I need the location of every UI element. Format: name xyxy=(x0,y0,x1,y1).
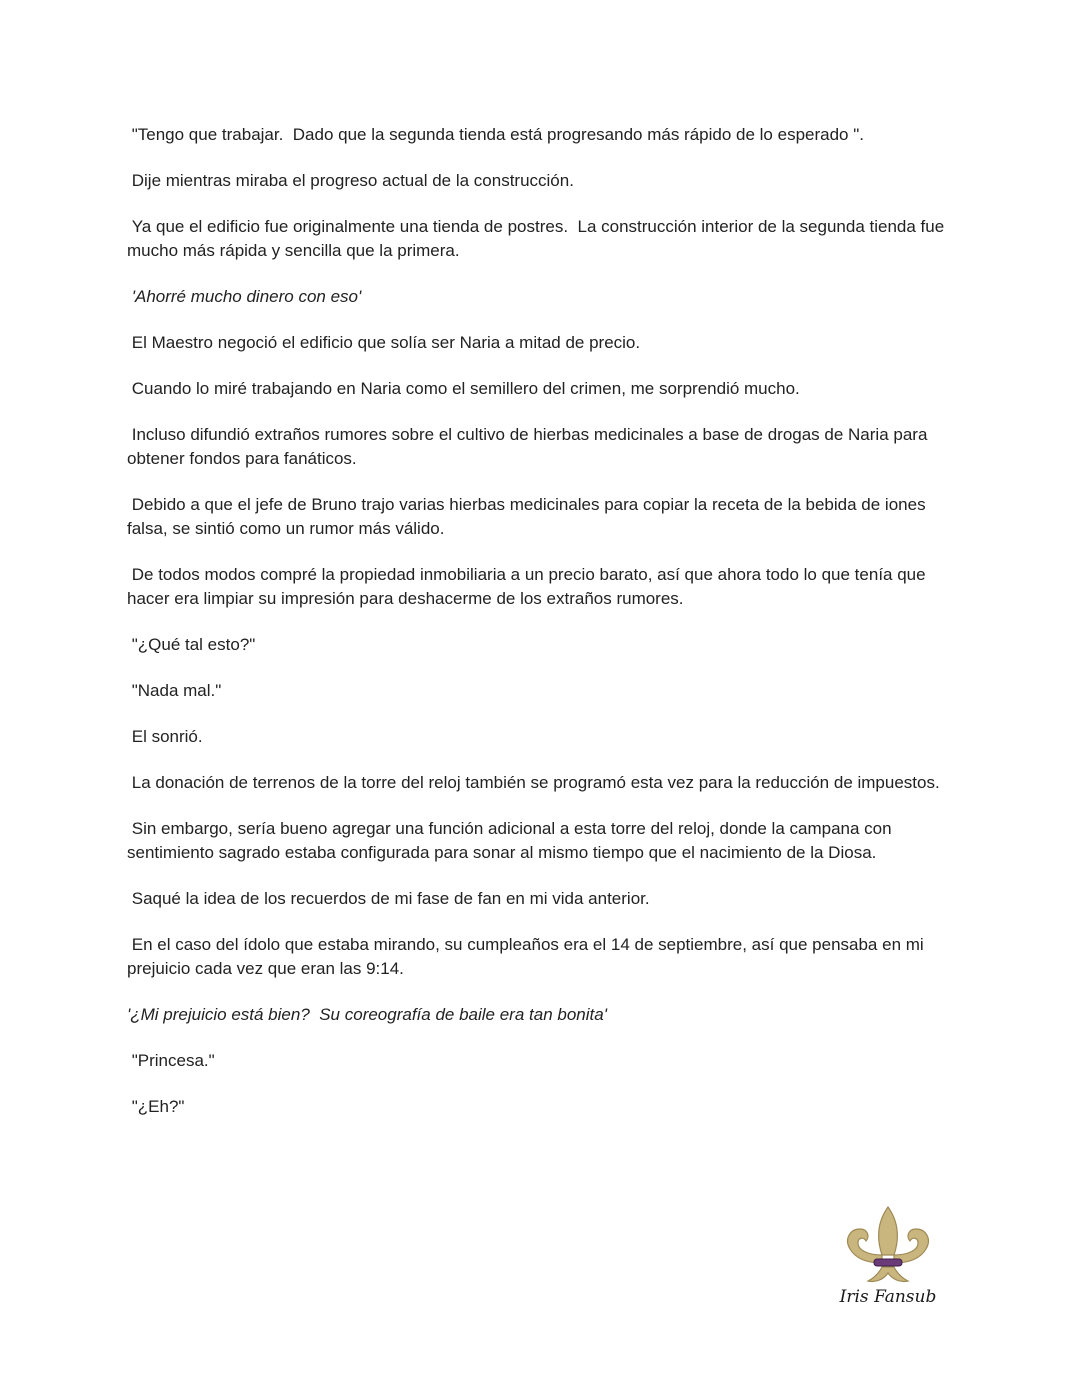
paragraph: Debido a que el jefe de Bruno trajo varias hierbas medicinales para copiar la receta de la bebida de iones falsa, se sintió como un rumor más válido. xyxy=(127,495,931,538)
iris-fansub-logo xyxy=(838,1203,948,1313)
document-body xyxy=(127,123,957,1141)
paragraph: La donación de terrenos de la torre del reloj también se programó esta vez para la reducción de impuestos. xyxy=(127,773,940,792)
fleur-de-lis-icon xyxy=(838,1203,948,1287)
paragraph: El Maestro negoció el edificio que solía ser Naria a mitad de precio. xyxy=(127,333,641,352)
paragraph-dialogue: "Nada mal." xyxy=(127,681,222,700)
paragraph: El sonrió. xyxy=(127,727,203,746)
paragraph-dialogue: "Princesa." xyxy=(127,1051,215,1070)
paragraph-dialogue: "¿Qué tal esto?" xyxy=(127,635,256,654)
paragraph: Incluso difundió extraños rumores sobre el cultivo de hierbas medicinales a base de drogas de Naria para obtener fondos para fanáticos. xyxy=(127,425,933,468)
paragraph: Sin embargo, sería bueno agregar una función adicional a esta torre del reloj, donde la campana con sentimiento sagrado estaba configurada para sonar al mismo tiempo que el nacimiento de la Diosa. xyxy=(127,819,897,862)
paragraph: "Tengo que trabajar. Dado que la segunda tienda está progresando más rápido de lo esperado ". xyxy=(127,125,864,144)
paragraph: De todos modos compré la propiedad inmobiliaria a un precio barato, así que ahora todo lo que tenía que hacer era limpiar su impresión para deshacerme de los extraños rumores. xyxy=(127,565,931,608)
logo-text: Iris Fansub xyxy=(839,1287,937,1307)
paragraph: Dije mientras miraba el progreso actual de la construcción. xyxy=(127,171,574,190)
paragraph-dialogue: "¿Eh?" xyxy=(127,1097,185,1116)
paragraph: Cuando lo miré trabajando en Naria como el semillero del crimen, me sorprendió mucho. xyxy=(127,379,800,398)
paragraph-thought: 'Ahorré mucho dinero con eso' xyxy=(127,287,362,306)
paragraph: En el caso del ídolo que estaba mirando, su cumpleaños era el 14 de septiembre, así que pensaba en mi prejuicio cada vez que eran las 9:14. xyxy=(127,935,929,978)
paragraph: Ya que el edificio fue originalmente una tienda de postres. La construcción interior de la segunda tienda fue mucho más rápida y sencilla que la primera. xyxy=(127,217,949,260)
paragraph-thought: '¿Mi prejuicio está bien? Su coreografía de baile era tan bonita' xyxy=(127,1005,607,1024)
paragraph: Saqué la idea de los recuerdos de mi fase de fan en mi vida anterior. xyxy=(127,889,650,908)
